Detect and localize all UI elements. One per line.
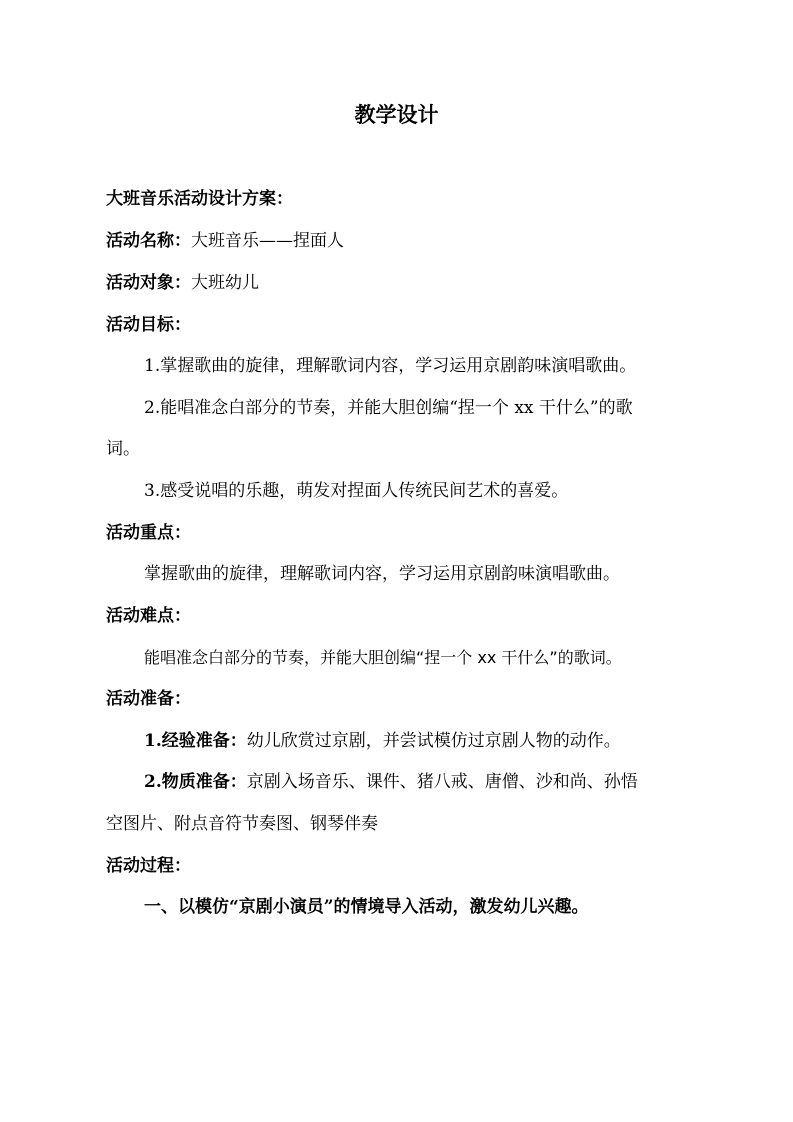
material-preparation-row [144,769,729,795]
goal-item-2: 2.能唱准念白部分的节奏，并能大胆创编“捏一个 xx 干什么”的歌 [144,398,633,418]
difficulties-text: 能唱准念白部分的节奏，并能大胆创编“捏一个 xx 干什么”的歌词。 [144,648,622,667]
material-preparation-label: 2.物质准备： [144,772,247,792]
goals-heading: 活动目标： [106,315,191,335]
goal-item-2-continued: 词。 [106,439,140,459]
difficulties-heading: 活动难点： [106,606,191,626]
preparation-heading: 活动准备： [106,689,191,709]
activity-name-label: 活动名称： [106,231,191,251]
goal-item-1: 1.掌握歌曲的旋律，理解歌词内容，学习运用京剧韵味演唱歌曲。 [144,356,637,376]
material-preparation-continued: 空图片、附点音符节奏图、钢琴伴奏 [106,814,378,834]
activity-target-label: 活动对象： [106,273,191,293]
process-step-1: 一、以模仿“京剧小演员”的情境导入活动，激发幼儿兴趣。 [144,897,589,917]
activity-target-value: 大班幼儿 [191,273,259,293]
experience-preparation-text: 幼儿欣赏过京剧，并尝试模仿过京剧人物的动作。 [246,731,621,751]
document-title: 教学设计 [354,102,439,127]
material-preparation-text: 京剧入场音乐、课件、猪八戒、唐僧、沙和尚、孙悟 [246,772,638,792]
plan-heading: 大班音乐活动设计方案： [106,189,293,209]
goal-item-3: 3.感受说唱的乐趣，萌发对捏面人传统民间艺术的喜爱。 [144,481,569,501]
experience-preparation-label: 1.经验准备： [144,731,247,751]
activity-name-row [106,228,691,254]
process-heading: 活动过程： [106,856,191,876]
activity-name-value: 大班音乐——捏面人 [191,231,344,251]
key-points-text: 掌握歌曲的旋律，理解歌词内容，学习运用京剧韵味演唱歌曲。 [144,564,620,584]
key-points-heading: 活动重点： [106,523,191,543]
activity-target-row [106,270,691,296]
experience-preparation-row [144,728,729,754]
